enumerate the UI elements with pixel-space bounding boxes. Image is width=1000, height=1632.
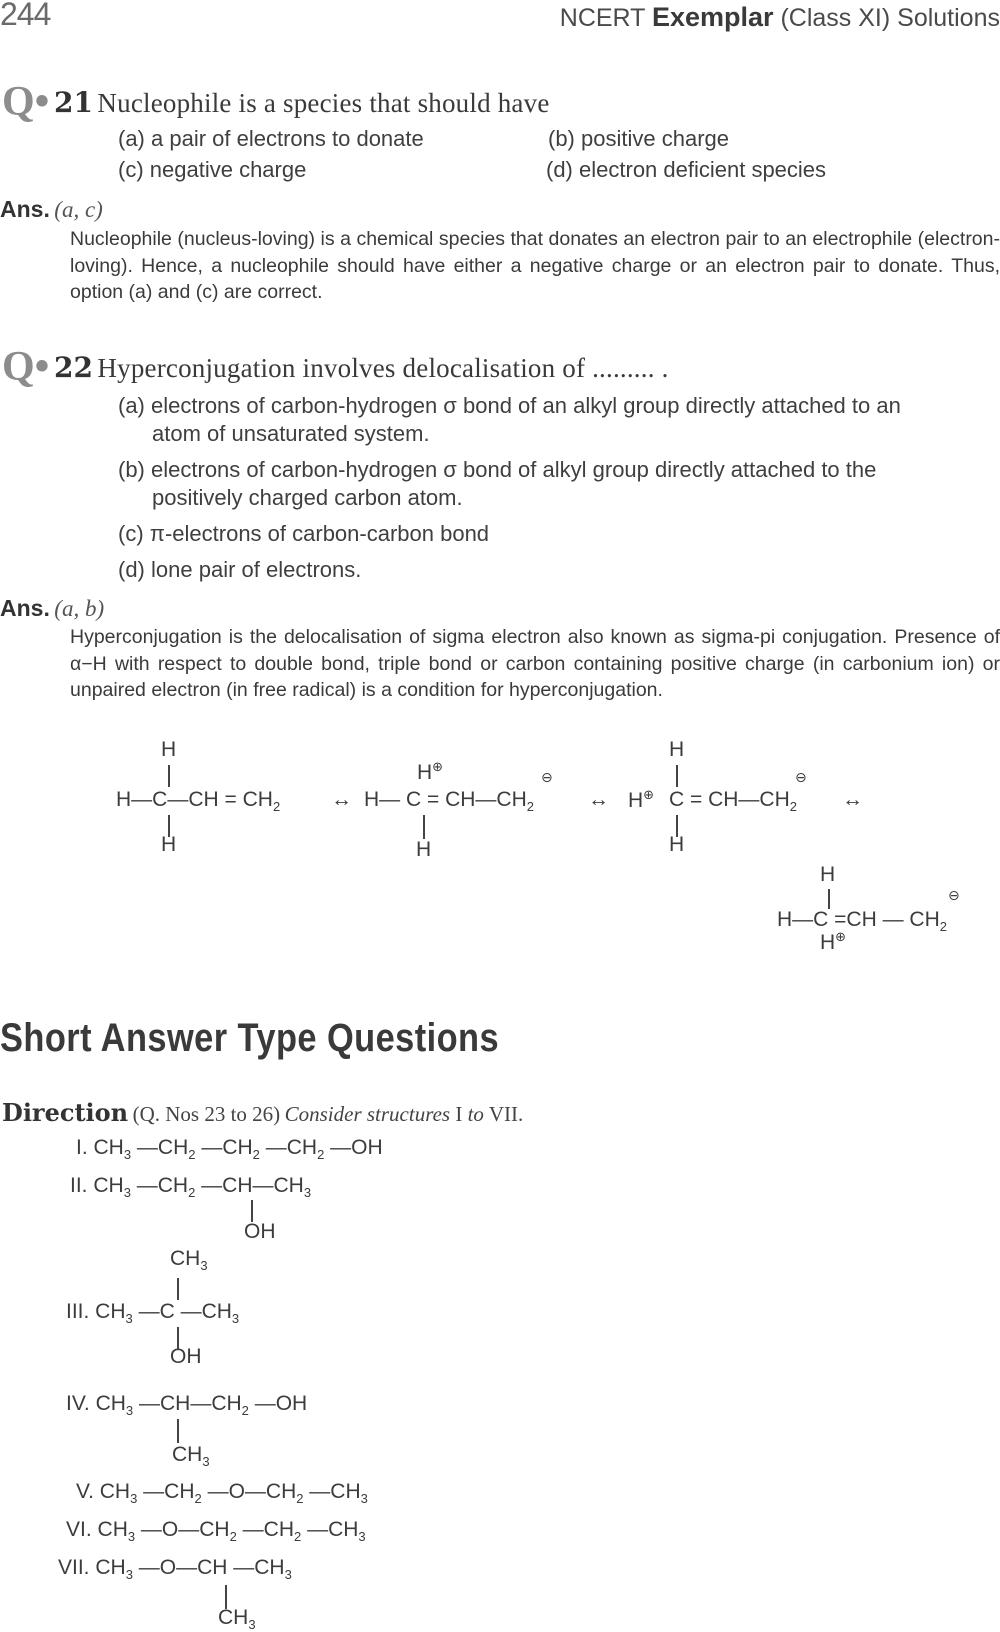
resonance-arrow: ↔ bbox=[331, 788, 352, 811]
structure-III-branch-top: $CH_3$ bbox=[170, 1247, 208, 1273]
page-number: 244 bbox=[0, 0, 51, 32]
bond bbox=[251, 1200, 253, 1222]
option-a-cont: atom of unsaturated system. bbox=[152, 421, 430, 446]
direction-line: Direction (Q. Nos 23 to 26) Consider structures I to VII. bbox=[2, 1098, 524, 1127]
minus-charge-icon: ⊖ bbox=[541, 770, 553, 786]
resonance-arrow: ↔ bbox=[842, 788, 863, 811]
s1-main: H—C—CH = $CH_2$ bbox=[116, 788, 281, 814]
option-c: (c) negative charge bbox=[118, 157, 307, 182]
option-a: (a) electrons of carbon-hydrogen σ bond of an alkyl group directly attached to an bbox=[118, 393, 901, 418]
structure-II: II. $CH_3$ $—CH_2$ $—CH—CH_3$ bbox=[70, 1174, 312, 1200]
question-marker: Q• bbox=[2, 79, 50, 125]
structure-IV-branch: $CH_3$ bbox=[172, 1443, 210, 1469]
option-c: (c) π-electrons of carbon-carbon bond bbox=[118, 521, 490, 546]
s2-top-h: H⊕ bbox=[417, 760, 444, 784]
structure-I: I. $CH_3$ $—CH_2$ $—CH_2$ $—CH_2$ —OH bbox=[76, 1136, 383, 1162]
option-a: (a) a pair of electrons to donate bbox=[118, 126, 424, 151]
s3-top-h: H bbox=[669, 738, 685, 761]
book-suffix: (Class XI) Solutions bbox=[780, 4, 1000, 32]
option-b-cont: positively charged carbon atom. bbox=[152, 485, 463, 510]
structure-III: III. $CH_3$ —C $—CH_3$ bbox=[66, 1300, 240, 1326]
structure-II-branch: OH bbox=[244, 1220, 276, 1243]
bond bbox=[828, 889, 830, 909]
bond bbox=[177, 1419, 179, 1443]
section-title: Short Answer Type Questions bbox=[0, 1016, 500, 1060]
s4-top-h: H bbox=[820, 863, 836, 886]
s4-main: H—C =CH — $CH_2$ bbox=[777, 908, 947, 934]
bond bbox=[177, 1278, 179, 1300]
running-header bbox=[560, 2, 1000, 33]
answer-explanation: Hyperconjugation is the delocalisation of sigma electron also known as sigma-pi conjugation. Presence of α−H with respect to double bond, triple bond or carbon containing positive charge (in carbonium ion) or unpaired electron (in free radical) is a condition for hyperconjugation. bbox=[70, 626, 1000, 701]
s2-main: H— $C = CH—CH_2$ bbox=[364, 788, 534, 814]
book-prefix: NCERT bbox=[559, 4, 645, 32]
option-d: (d) lone pair of electrons. bbox=[118, 557, 362, 582]
option-b: (b) electrons of carbon-hydrogen σ bond of alkyl group directly attached to the bbox=[118, 457, 877, 482]
minus-charge-icon: ⊖ bbox=[948, 888, 960, 904]
bond bbox=[676, 765, 678, 787]
answer-line: Ans. (a, c) bbox=[0, 196, 103, 222]
s3-main: $C = CH—CH_2$ bbox=[669, 788, 797, 814]
structure-VII-branch: $CH_3$ bbox=[218, 1606, 256, 1632]
minus-charge-icon: ⊖ bbox=[795, 770, 807, 786]
option-d: (d) electron deficient species bbox=[546, 157, 827, 182]
structure-VI: VI. $CH_3$ $—O—CH_2$ $—CH_2$ $—CH_3$ bbox=[66, 1518, 366, 1544]
s3-h-plus: H⊕ bbox=[628, 788, 655, 812]
s4-bottom-h: H⊕ bbox=[820, 930, 847, 954]
resonance-arrow: ↔ bbox=[588, 788, 609, 811]
structure-V: V. $CH_3$ $—CH_2$ $—O—CH_2$ $—CH_3$ bbox=[76, 1480, 368, 1506]
option-b: (b) positive charge bbox=[548, 126, 729, 151]
answer-line: Ans. (a, b) bbox=[0, 595, 105, 621]
s1-bottom-h: H bbox=[161, 833, 177, 856]
structure-III-branch-bottom: OH bbox=[170, 1345, 202, 1368]
bond bbox=[423, 815, 425, 839]
s1-top-h: H bbox=[161, 738, 177, 761]
answer-explanation: Nucleophile (nucleus-loving) is a chemical species that donates an electron pair to an electrophile (electron-loving). Hence, a nucleophile should have either a negative charge or an electron pair to donate. Thus, option (a) and (c) are correct. bbox=[70, 228, 1000, 303]
question-heading: 22 Hyperconjugation involves delocalisation of ......... . bbox=[54, 351, 669, 384]
structure-VII: VII. $CH_3$ —O—CH $—CH_3$ bbox=[58, 1556, 292, 1582]
structure-IV: IV. $CH_3$ $—CH—CH_2$ —OH bbox=[66, 1392, 308, 1418]
question-heading: 21 Nucleophile is a species that should have bbox=[54, 86, 550, 119]
book-title-bold: Exemplar bbox=[651, 2, 774, 32]
s3-bottom-h: H bbox=[669, 833, 685, 856]
bond bbox=[168, 765, 170, 787]
s2-bottom-h: H bbox=[416, 838, 432, 861]
question-marker: Q• bbox=[2, 344, 50, 390]
